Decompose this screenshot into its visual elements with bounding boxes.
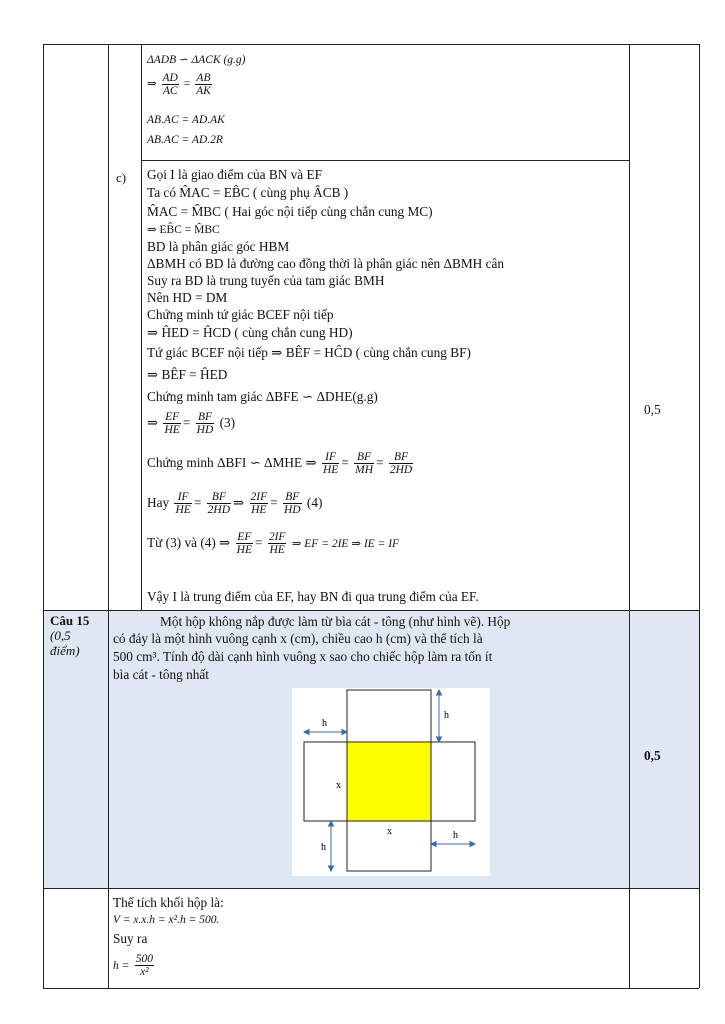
col-divider-3	[629, 44, 630, 988]
proof-line: ⇒ BÊF = ĤED	[147, 367, 228, 382]
question15-label: Câu 15 (0,5 điểm)	[50, 613, 90, 658]
similar-triangles-adb: ΔADB ∽ ΔACK (g.g)	[147, 54, 246, 66]
proof-line: Gọi I là giao điểm của BN và EF	[147, 167, 323, 182]
solution-line: Suy ra	[113, 931, 148, 946]
fraction: $\frac{BF}{HD}$	[283, 491, 301, 517]
ratio-ad-ac	[147, 70, 214, 98]
fraction: $\frac{500}{\text{x²}}$	[135, 953, 153, 979]
fraction: $\frac{BF}{MH}$	[355, 451, 373, 477]
proof-conclusion: Vậy I là trung điểm của EF, hay BN đi qua trung điểm của EF.	[147, 589, 479, 604]
proof-line: ⇒ EB̂C = M̂BC	[147, 224, 220, 236]
proof-line: Chứng minh tam giác ΔBFE ∽ ΔDHE(g.g)	[147, 389, 378, 404]
product-ab-ac-2r: AB.AC = AD.2R	[147, 134, 223, 146]
question15-text: Một hộp không nắp được làm từ bìa cát - tông (như hình vẽ). Hộp	[160, 614, 511, 629]
product-ab-ac-ak: AB.AC = AD.AK	[147, 114, 225, 126]
fraction: $\frac{2IF}{HE}$	[250, 491, 268, 517]
label-x-bottom: x	[387, 826, 392, 837]
fraction-ab-ak: $\frac{AB}{AK}$	[196, 71, 211, 97]
proof-line: Chứng minh tứ giác BCEF nội tiếp	[147, 307, 334, 322]
fraction: $\frac{IF}{HE}$	[175, 491, 191, 517]
part-c-label: c)	[116, 170, 127, 185]
ratio-line-6: Từ (3) và (4) ⇒ $\frac{EF}{HE}$ = $\frac{2IF}{HE}$ ⇒ EF = 2IE ⇒ IE = IF	[147, 531, 400, 557]
table-border-left	[43, 44, 44, 988]
row-divider-b	[141, 160, 629, 161]
label-h-right: h	[453, 830, 458, 841]
label-h-bottom: h	[321, 842, 326, 853]
fraction-ad-ac: $\frac{AD}{AC}$	[162, 71, 178, 97]
box-net-figure	[292, 688, 490, 876]
col-divider-1	[108, 44, 109, 988]
label-h-left: h	[322, 718, 327, 729]
proof-line: ⇒ ĤED = ĤCD ( cùng chắn cung HD)	[147, 325, 353, 340]
fraction: $\frac{BF}{HD}$	[196, 411, 214, 437]
fraction: $\frac{EF}{HE}$	[236, 531, 252, 557]
fraction: $\frac{IF}{HE}$	[322, 451, 339, 477]
part-c-score: 0,5	[644, 402, 661, 417]
fraction: $\frac{BF}{2HD}$	[389, 451, 413, 477]
table-border-bottom	[43, 988, 699, 989]
question15-text: bìa cát - tông nhất	[113, 667, 209, 682]
proof-line: Ta có M̂AC = EB̂C ( cùng phụ ÂCB )	[147, 185, 349, 200]
proof-line: Suy ra BD là trung tuyến của tam giác BMH	[147, 273, 385, 288]
proof-line: Nên HD = DM	[147, 290, 228, 305]
ratio-line-4: Chứng minh ΔBFI ∽ ΔMHE ⇒ $\frac{IF}{HE}$ = $\frac{BF}{MH}$ = $\frac{BF}{2HD}$	[147, 451, 413, 477]
proof-line: M̂AC = M̂BC ( Hai góc nội tiếp cùng chắn cung MC)	[147, 204, 433, 219]
solution-volume: V = x.x.h = x².h = 500.	[113, 914, 220, 926]
label-h-top: h	[444, 710, 449, 721]
proof-line: ΔBMH có BD là đường cao đồng thời là phân giác nên ΔBMH cân	[147, 256, 505, 271]
question15-text: 500 cm³. Tính độ dài cạnh hình vuông x sao cho chiếc hộp làm ra tốn ít	[113, 649, 493, 664]
table-border-right	[699, 44, 700, 988]
ratio-line-3: ⇒ $\frac{EF}{HE}$ = $\frac{BF}{HD}$ (3)	[147, 411, 236, 437]
question15-score: 0,5	[644, 748, 661, 763]
implies-symbol: ⇒	[147, 78, 157, 90]
ratio-line-5: Hay $\frac{IF}{HE}$ = $\frac{BF}{2HD}$ ⇒ $\frac{2IF}{HE}$ = $\frac{BF}{HD}$ (4)	[147, 491, 323, 517]
fraction: $\frac{2IF}{HE}$	[268, 531, 286, 557]
equals-symbol: =	[183, 78, 191, 90]
proof-line: Tứ giác BCEF nội tiếp ⇒ BÊF = HĈD ( cùng chắn cung BF)	[147, 345, 471, 360]
solution-h-formula: h = $\frac{500}{\text{x²}}$	[113, 953, 153, 979]
proof-line: BD là phân giác góc HBM	[147, 239, 290, 254]
solution-line: Thể tích khối hộp là:	[113, 895, 224, 910]
label-x-side: x	[336, 780, 341, 791]
row-divider-15	[43, 888, 699, 889]
square-base	[347, 742, 431, 821]
row-divider-c	[43, 610, 699, 611]
fraction: $\frac{BF}{2HD}$	[207, 491, 231, 517]
question15-text: có đáy là một hình vuông cạnh x (cm), chiều cao h (cm) và thể tích là	[113, 631, 483, 646]
fraction: $\frac{EF}{HE}$	[164, 411, 180, 437]
col-divider-2	[141, 44, 142, 610]
